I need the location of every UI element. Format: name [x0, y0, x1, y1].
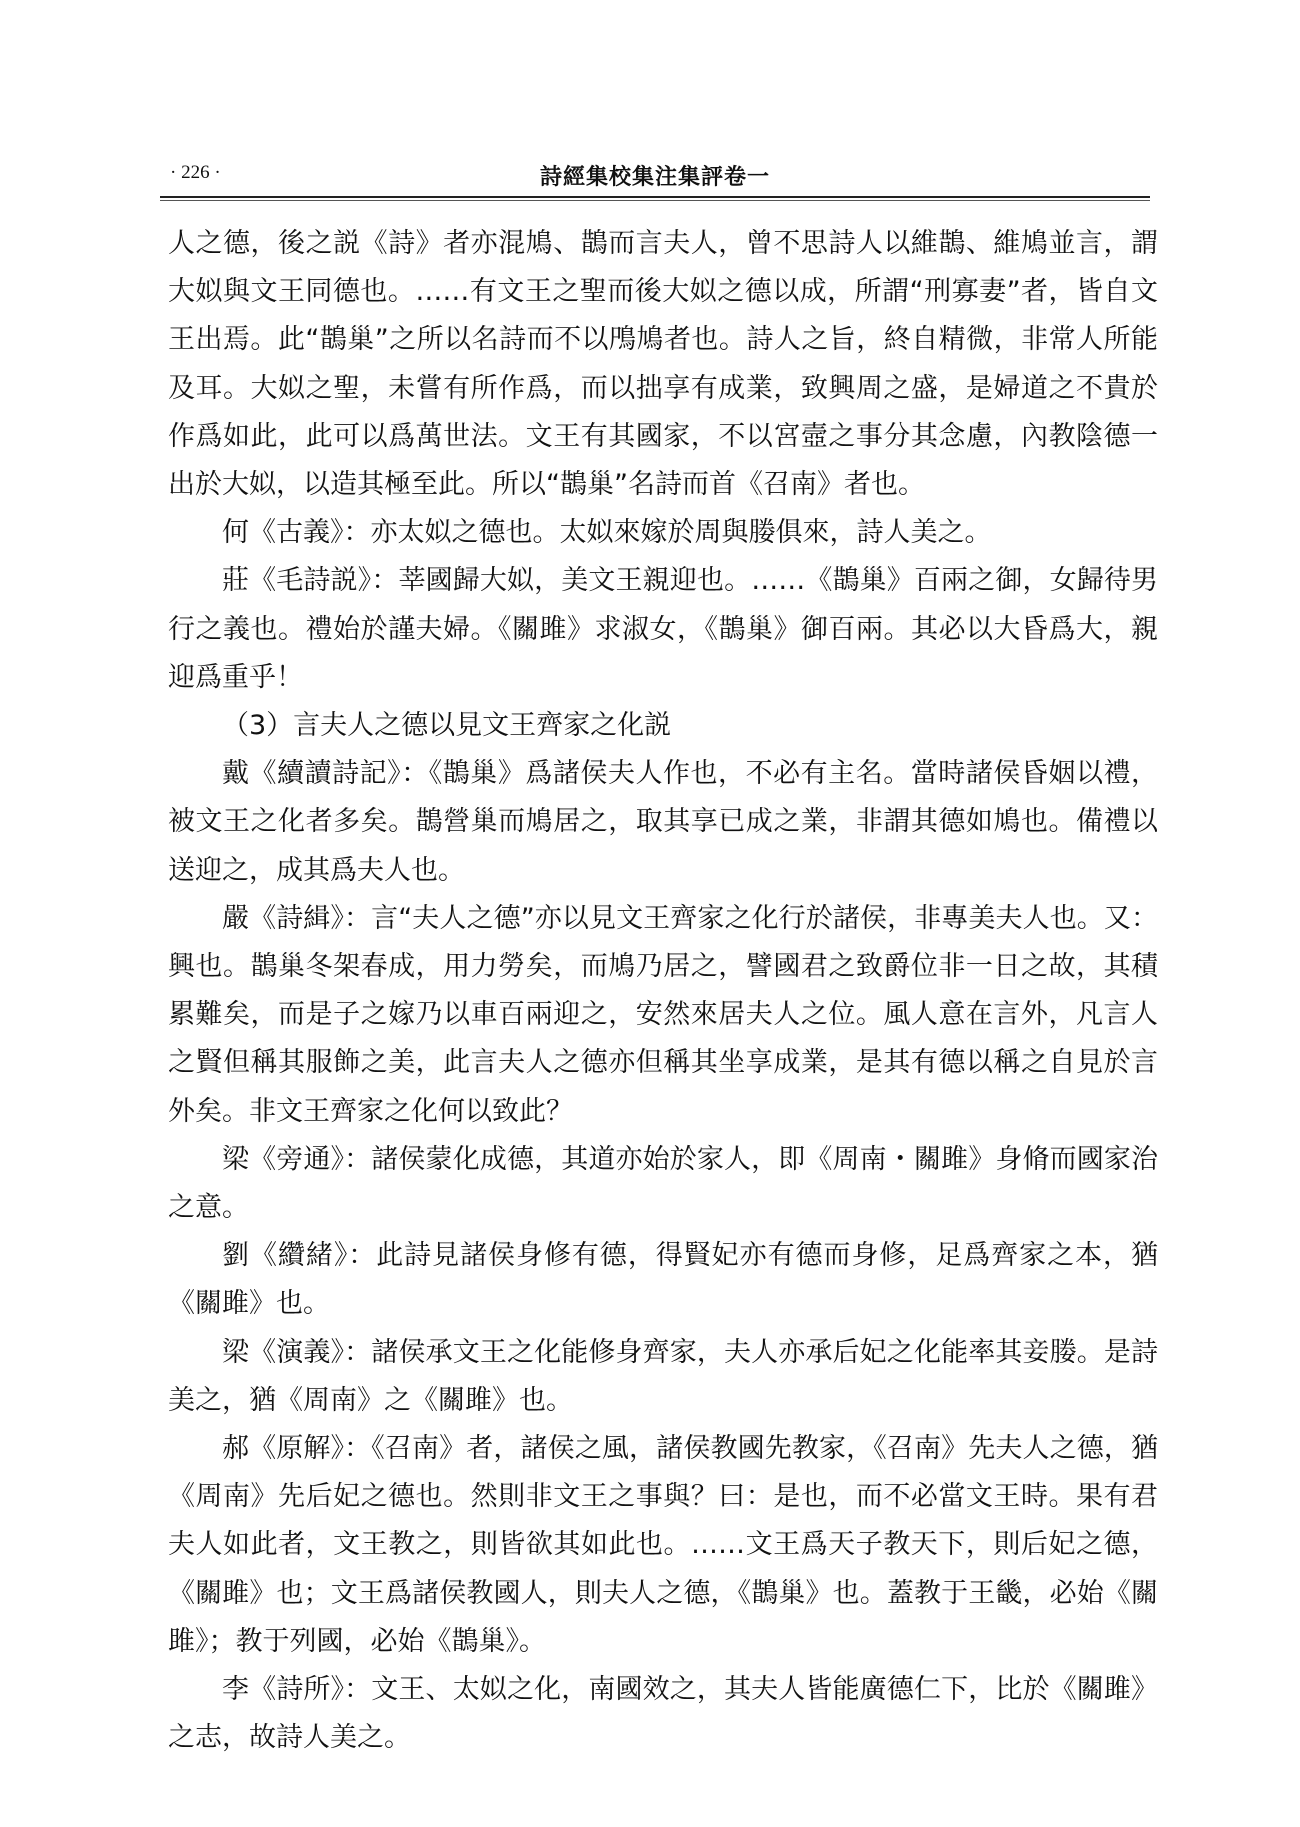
header-rule-thin — [160, 200, 1150, 201]
paragraph-dai-xudushiji: 戴《續讀詩記》：《鵲巢》爲諸侯夫人作也，不必有主名。當時諸侯昏姻以禮，被文王之化者多矣。鵲營巢而鳩居之，取其享已成之業，非謂其德如鳩也。備禮以送迎之，成其爲夫人也。 — [168, 758, 1158, 886]
paragraph-zhuang-maoshishuo: 莊《毛詩説》：莘國歸大姒，美文王親迎也。……《鵲巢》百兩之御，女歸待男行之義也。禮始於謹夫婦。《關雎》求淑女，《鵲巢》御百兩。其必以大昏爲大，親迎爲重乎！ — [168, 565, 1158, 693]
paragraph-hao-yuanjie: 郝《原解》：《召南》者，諸侯之風，諸侯教國先教家，《召南》先夫人之德，猶《周南》先后妃之德也。然則非文王之事與？曰：是也，而不必當文王時。果有君夫人如此者，文王教之，則皆欲其如此也。……文王爲天子教天下，則后妃之德，《關雎》也；文王爲諸侯教國人，則夫人之德，《鵲巢》也。蓋教于王畿，必始《關雎》；教于列國，必始《鵲巢》。 — [168, 1433, 1158, 1657]
body-text — [168, 220, 1158, 1763]
running-title: 詩經集校集注集評卷一 — [539, 164, 770, 190]
paragraph-continuation: 人之德，後之説《詩》者亦混鳩、鵲而言夫人，曾不思詩人以維鵲、維鳩並言，謂大姒與文王同德也。……有文王之聖而後大姒之德以成，所謂“刑寡妻”者，皆自文王出焉。此“鵲巢”之所以名詩而不以鳲鳩者也。詩人之旨，終自精微，非常人所能及耳。大姒之聖，未嘗有所作爲，而以拙享有成業，致興周之盛，是婦道之不貴於作爲如此，此可以爲萬世法。文王有其國家，不以宮壼之事分其念慮，內教陰德一出於大姒，以造其極至此。所以“鵲巢”名詩而首《召南》者也。 — [168, 228, 1158, 501]
section-heading: （3）言夫人之德以見文王齊家之化説 — [222, 710, 672, 742]
paragraph-yan-shiji: 嚴《詩緝》：言“夫人之德”亦以見文王齊家之化行於諸侯，非專美夫人也。又：興也。鵲巢冬架春成，用力勞矣，而鳩乃居之，譬國君之致爵位非一日之故，其積累難矣，而是子之嫁乃以車百兩迎之，安然來居夫人之位。風人意在言外，凡言人之賢但稱其服飾之美，此言夫人之德亦但稱其坐享成業，是其有德以稱之自見於言外矣。非文王齊家之化何以致此？ — [168, 902, 1158, 1127]
header-rule — [160, 196, 1150, 198]
paragraph-he-guyi: 何《古義》：亦太姒之德也。太姒來嫁於周與媵俱來，詩人美之。 — [222, 517, 992, 549]
page-header — [160, 156, 1150, 196]
paragraph-liang-pangtong: 梁《旁通》：諸侯蒙化成德，其道亦始於家人，即《周南・關雎》身脩而國家治之意。 — [168, 1143, 1158, 1224]
paragraph-liu-zuanxu: 劉《纘緒》：此詩見諸侯身修有德，得賢妃亦有德而身修，足爲齊家之本，猶《關雎》也。 — [168, 1240, 1158, 1320]
paragraph-li-shisuo: 李《詩所》：文王、太姒之化，南國效之，其夫人皆能廣德仁下，比於《關雎》之志，故詩人美之。 — [168, 1674, 1158, 1754]
page-number: · 226 · — [170, 162, 221, 183]
paragraph-liang-yanyi: 梁《演義》：諸侯承文王之化能修身齊家，夫人亦承后妃之化能率其妾媵。是詩美之，猶《周南》之《關雎》也。 — [168, 1336, 1158, 1416]
